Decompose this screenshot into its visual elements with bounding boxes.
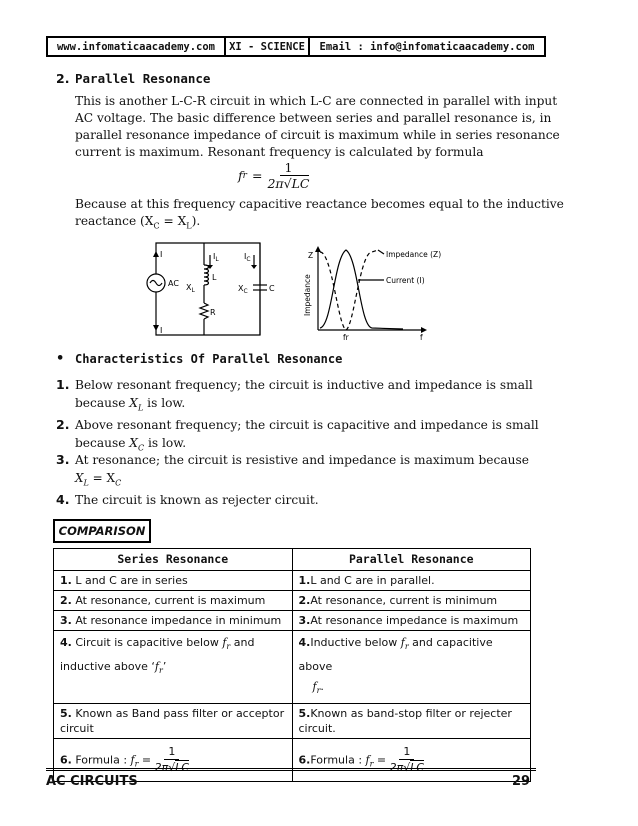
label-i-bottom: I [160,326,163,335]
char2-num: 2. [56,417,70,432]
table-row: 1. L and C are in series 1.L and C are in parallel. [54,571,531,591]
char4-num: 4. [56,492,70,507]
para2-line1: Because at this frequency capacitive reactance becomes equal to the inductive [75,197,564,211]
label-ic: $I_C$ [244,252,251,263]
label-xl: $X_L$ [186,283,195,294]
header-website: www.infomaticaacademy.com [48,38,226,55]
label-ac: AC [168,279,179,288]
char1-line2: because $X_L$ is low. [75,396,186,413]
label-i-top: I [160,250,163,259]
legend-impedance: Impedance (Z) [386,250,442,259]
char1-num: 1. [56,377,70,392]
col-header-parallel: Parallel Resonance [292,549,531,571]
table-row: 5. Known as Band pass filter or acceptor circuit 5.Known as band-stop filter or rejecter circuit. [54,704,531,739]
table-row: 2. At resonance, current is maximum 2.At resonance, current is minimum [54,591,531,611]
legend-current: Current (I) [386,276,425,285]
graph-fr: fr [343,333,349,342]
char3-num: 3. [56,452,70,467]
page-header [46,36,546,57]
footer-rule [46,768,536,771]
bullet: • [56,351,65,366]
resonant-frequency-formula: f r = $\frac{1}{2\pi√LC}$ [238,159,310,191]
char3-line1: At resonance; the circuit is resistive and impedance is maximum because [75,453,529,467]
para1-line2: AC voltage. The basic difference between series and parallel resonance is, in [75,111,552,125]
parallel-resonance-circuit [130,235,280,345]
label-l: L [212,273,217,282]
header-subject: XI - SCIENCE [226,38,310,55]
para1-line1: This is another L-C-R circuit in which L-C are connected in parallel with input [75,94,558,108]
label-xc: $X_C$ [238,284,248,295]
col-header-series: Series Resonance [54,549,293,571]
header-email: Email : info@infomaticaacademy.com [319,40,535,53]
char2-line1: Above resonant frequency; the circuit is capacitive and impedance is small [75,418,539,432]
table-row: 3. At resonance impedance in minimum 3.At resonance impedance is maximum [54,611,531,631]
para1-line3: parallel resonance impedance of circuit is maximum while in series resonance [75,128,560,142]
char2-line2: because $X_C$ is low. [75,436,187,453]
table-row: 4. Circuit is capacitive below $f_r$ and inductive above ‘$f_r$’ 4.Inductive below $f_r$ and capacitive above $f_r$. [54,631,531,704]
footer-chapter: AC CIRCUITS [46,774,138,789]
comparison-label: COMPARISON [53,519,151,543]
label-il: $I_L$ [213,252,219,263]
label-c: C [269,284,275,293]
char3-eq: $X_L = X_C$ [75,471,122,488]
char4-line1: The circuit is known as rejecter circuit. [75,493,319,507]
section-number: 2. [56,71,70,86]
impedance-current-graph [298,238,458,348]
footer-page-number: 29 [512,774,531,789]
table-row: 6. Formula : $f_r$ = $\frac{1}{2\pi√LC}$ 6.Formula : $f_r$ = $\frac{1}{2\pi√LC}$ [54,739,531,782]
comparison-table [53,548,531,782]
graph-f: f [420,333,423,342]
para2-line2: reactance $(X_C = X_L)$. [75,214,201,231]
graph-ylabel: Impedance [303,274,312,316]
para1-line4: current is maximum. Resonant frequency is calculated by formula [75,145,484,159]
characteristics-title: Characteristics Of Parallel Resonance [75,352,343,366]
graph-z: Z [308,251,314,260]
char1-line1: Below resonant frequency; the circuit is inductive and impedance is small [75,378,533,392]
section-title: Parallel Resonance [75,71,211,86]
label-r: R [210,308,216,317]
